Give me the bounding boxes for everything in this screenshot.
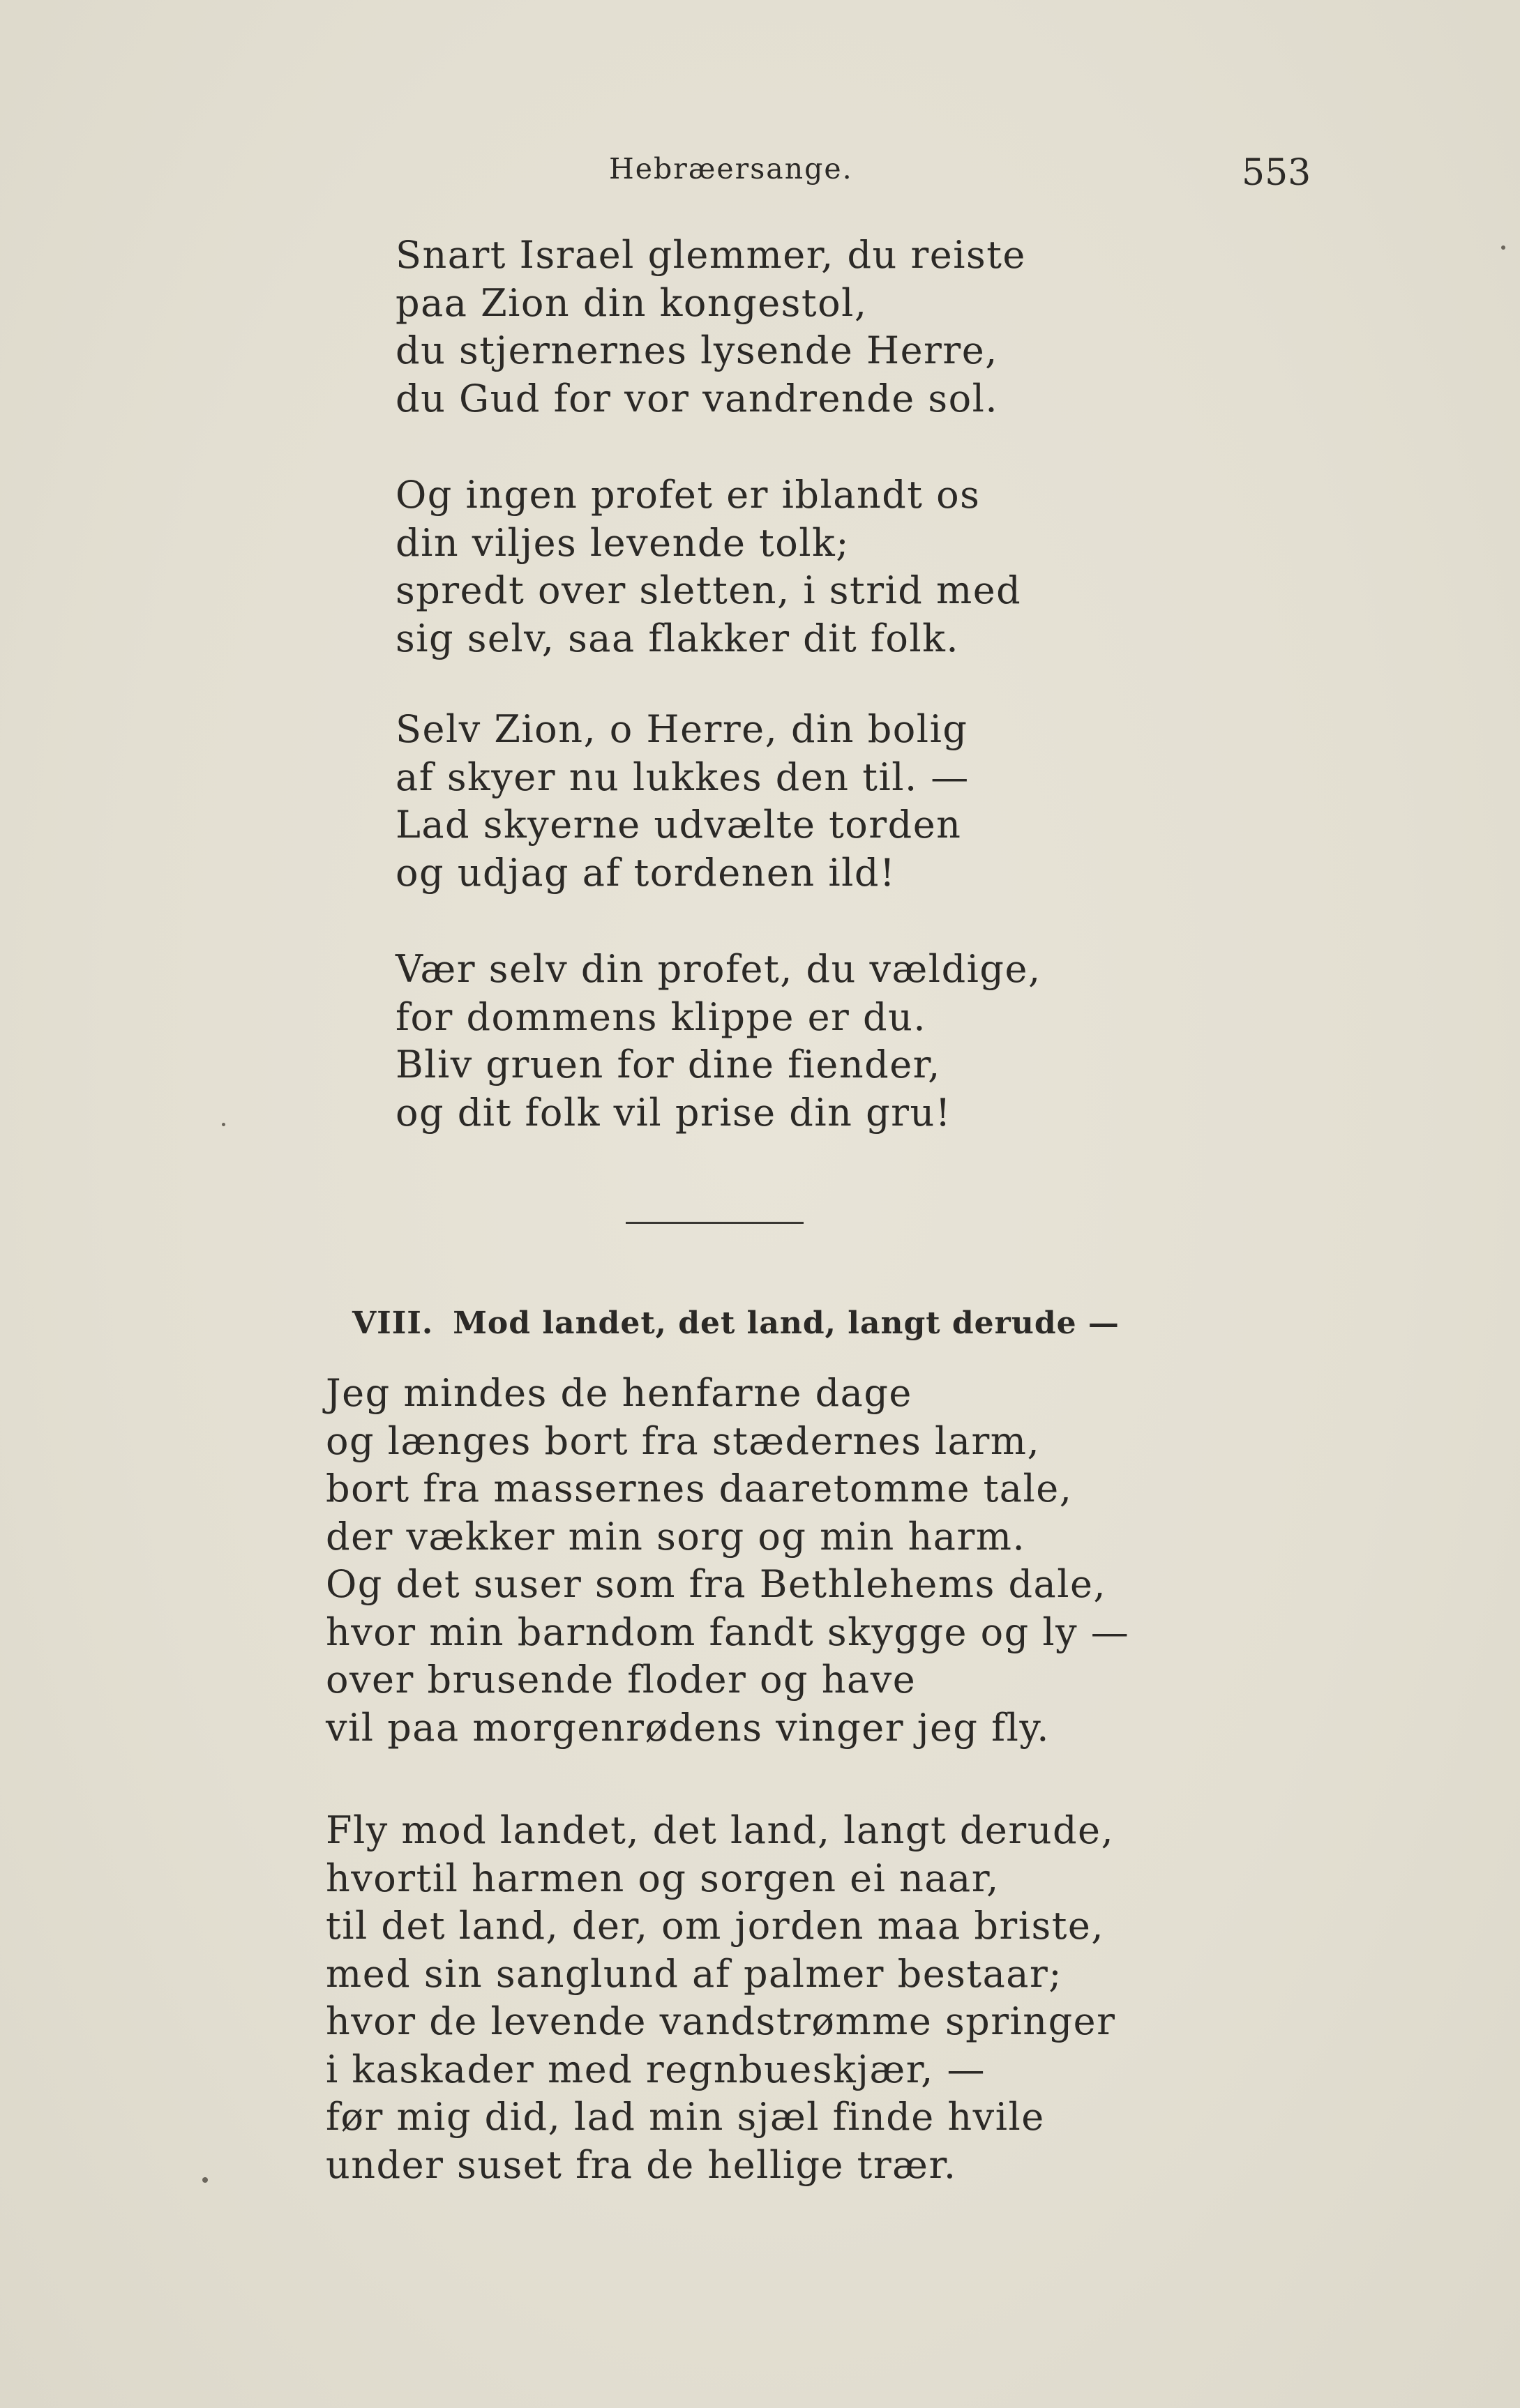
verse-line: Og det suser som fra Bethlehems dale, xyxy=(326,1562,1107,1606)
paper-speck xyxy=(222,1123,225,1126)
verse-line: hvortil harmen og sorgen ei naar, xyxy=(326,1856,1000,1900)
section-numeral: VIII. xyxy=(352,1305,434,1341)
verse-line: Jeg mindes de henfarne dage xyxy=(326,1371,912,1415)
verse-line: Lad skyerne udvælte torden xyxy=(396,803,962,847)
verse-line: i kaskader med regnbueskjær, — xyxy=(326,2047,986,2091)
verse-line: og udjag af tordenen ild! xyxy=(396,850,896,895)
paper-speck xyxy=(202,2177,208,2183)
verse-line: Vær selv din profet, du vældige, xyxy=(396,947,1041,991)
stanza xyxy=(396,232,1026,423)
verse-line: Snart Israel glemmer, du reiste xyxy=(396,233,1026,277)
verse-line: over brusende floder og have xyxy=(326,1658,917,1702)
stanza xyxy=(326,1807,1115,2189)
running-head: Hebræersange. xyxy=(609,152,853,185)
verse-line: du Gud for vor vandrende sol. xyxy=(396,376,999,421)
section-title: Mod landet, det land, langt derude — xyxy=(453,1305,1120,1341)
verse-line: af skyer nu lukkes den til. — xyxy=(396,755,970,799)
verse-line: spredt over sletten, i strid med xyxy=(396,568,1022,612)
verse-line: Og ingen profet er iblandt os xyxy=(396,473,981,517)
verse-line: vil paa morgenrødens vinger jeg fly. xyxy=(326,1705,1050,1750)
verse-line: Bliv gruen for dine fiender, xyxy=(396,1043,941,1086)
verse-line: for dommens klippe er du. xyxy=(396,994,927,1039)
verse-line: sig selv, saa flakker dit folk. xyxy=(396,616,960,660)
page-number: 553 xyxy=(1242,152,1311,194)
verse-line: der vækker min sorg og min harm. xyxy=(326,1514,1026,1559)
paper-speck xyxy=(1501,245,1505,250)
stanza xyxy=(396,706,970,897)
stanza xyxy=(326,1370,1129,1752)
verse-line: med sin sanglund af palmer bestaar; xyxy=(326,1951,1062,1996)
verse-line: under suset fra de hellige trær. xyxy=(326,2142,957,2187)
verse-line: og længes bort fra stædernes larm, xyxy=(326,1418,1041,1463)
verse-line: til det land, der, om jorden maa briste, xyxy=(326,1904,1105,1948)
stanza xyxy=(396,471,1021,662)
verse-line: bort fra massernes daaretomme tale, xyxy=(326,1467,1073,1510)
verse-line: og dit folk vil prise din gru! xyxy=(396,1090,951,1135)
verse-line: Fly mod landet, det land, langt derude, xyxy=(326,1808,1115,1852)
verse-line: din viljes levende tolk; xyxy=(396,520,850,565)
verse-line: du stjernernes lysende Herre, xyxy=(396,328,998,372)
section-divider xyxy=(626,1222,804,1224)
verse-line: hvor de levende vandstrømme springer xyxy=(326,1999,1116,2043)
verse-line: før mig did, lad min sjæl finde hvile xyxy=(326,2095,1045,2139)
verse-line: Selv Zion, o Herre, din bolig xyxy=(396,707,968,751)
verse-line: paa Zion din kongestol, xyxy=(396,280,868,325)
verse-line: hvor min barndom fandt skygge og ly — xyxy=(326,1610,1130,1654)
section-heading xyxy=(352,1305,1120,1341)
stanza xyxy=(396,946,1041,1137)
